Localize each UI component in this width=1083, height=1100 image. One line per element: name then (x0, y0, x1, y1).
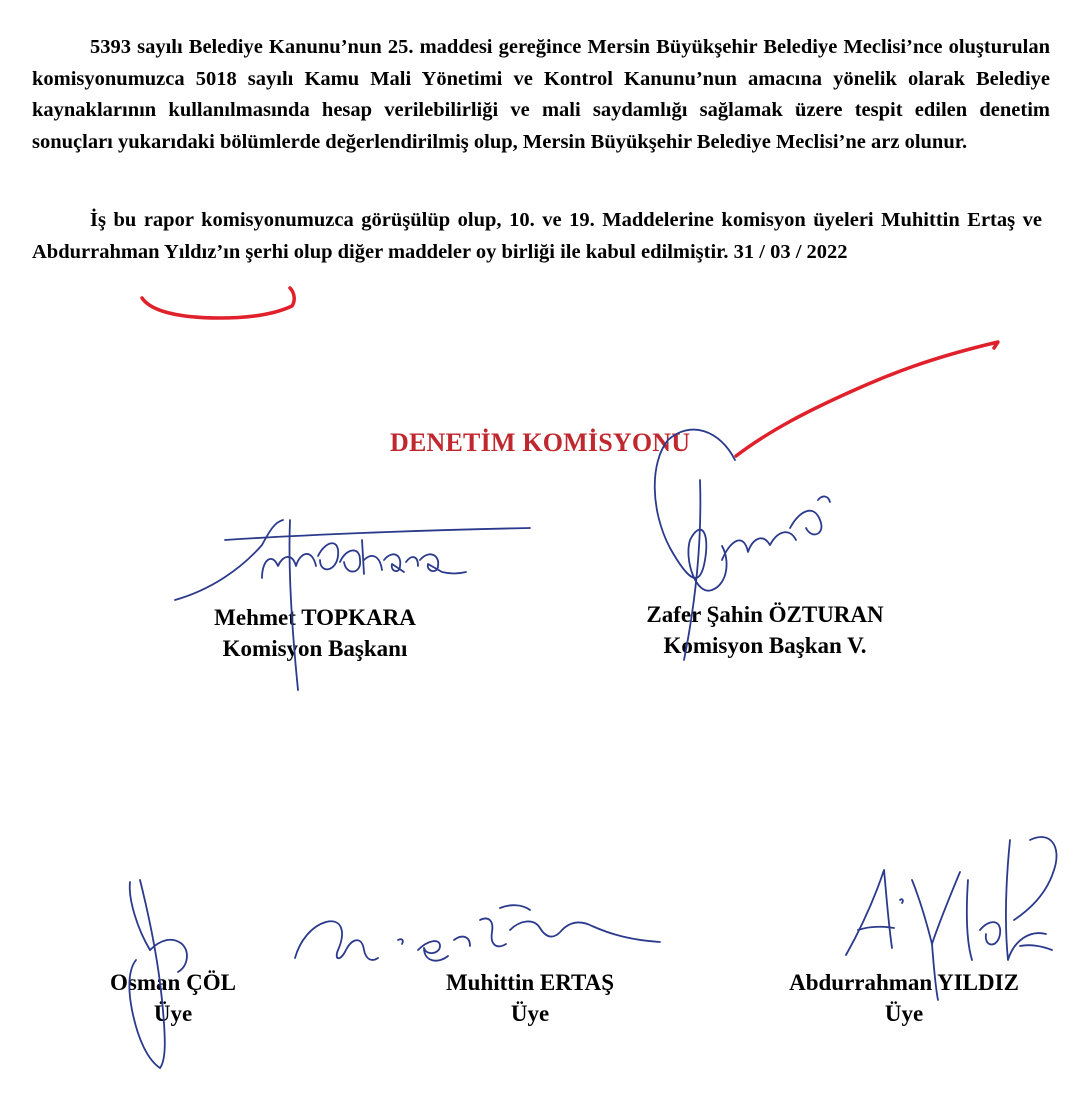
approval-paragraph (32, 205, 1042, 268)
signatory-role: Komisyon Başkan V. (663, 633, 867, 658)
committee-title: DENETİM KOMİSYONU (390, 428, 691, 457)
closing-paragraph (32, 32, 1050, 158)
signatory-name: Zafer Şahin ÖZTURAN (646, 602, 884, 627)
signatory-topkara (190, 602, 440, 664)
signatory-col (88, 967, 258, 1029)
signatory-role: Komisyon Başkanı (222, 636, 408, 661)
signatory-role: Üye (510, 1001, 550, 1026)
closing-paragraph-text: 5393 sayılı Belediye Kanunu’nun 25. maddesi gereğince Mersin Büyükşehir Belediye Meclisi’nce oluşturulan komisyonumuzca 5018 sayılı Kamu Mali Yönetimi ve Kontrol Kanunu’nun amacına yönelik olarak Belediye kaynaklarının kullanılmasında hesap verilebilirliği ve mali saydamlığı sağlamak üzere tespit edilen denetim sonuçları yukarıdaki bölümlerde değerlendirilmiş olup, Mersin Büyükşehir Belediye Meclisi’ne arz olunur. (32, 36, 1050, 153)
signatory-name: Osman ÇÖL (110, 970, 236, 995)
signatory-name: Muhittin ERTAŞ (445, 970, 615, 995)
signatory-yildiz (762, 967, 1046, 1029)
red-arrow-mark (736, 342, 998, 456)
signatory-name: Mehmet TOPKARA (214, 605, 416, 630)
red-underline-mark (142, 288, 294, 318)
signatory-role: Üye (153, 1001, 193, 1026)
signatory-role: Üye (884, 1001, 924, 1026)
signatory-ozturan (620, 599, 910, 661)
signatory-name: Abdurrahman YILDIZ (789, 970, 1019, 995)
report-date: 31 / 03 / 2022 (733, 240, 848, 263)
signature-ertas (295, 905, 660, 960)
approval-paragraph-text: İş bu rapor komisyonumuzca görüşülüp olup, 10. ve 19. Maddelerine komisyon üyeleri Muhittin Ertaş ve Abdurrahman Yıldız’ın şerhi olup diğer maddeler oy birliği ile kabul edilmiştir. (32, 209, 1042, 263)
signatory-ertas (420, 967, 640, 1029)
